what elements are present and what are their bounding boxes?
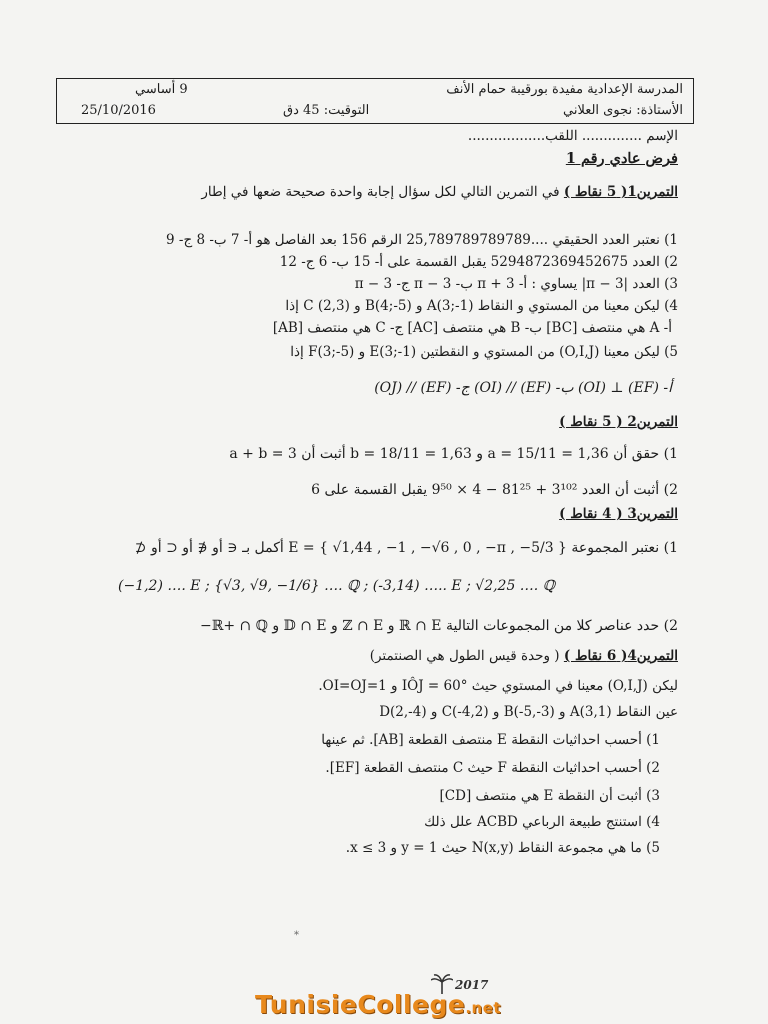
- ex1-question-1: 1) نعتبر العدد الحقيقي ....25,789789789789 الرقم 156 بعد الفاصل هو أ- 7 ب- 8 ج- 9: [166, 232, 678, 248]
- ex1-question-5-options: أ- (EF) ⊥ (OI) ب- (EF) // (OI) ج- (EF) // (OJ): [374, 380, 672, 396]
- ex2-question-1: 1) حقق أن a = 15/11 = 1,36 و b = 18/11 = 1,63 أثبت أن a + b = 3: [229, 446, 678, 462]
- watermark-logo: [255, 990, 501, 1019]
- ex4-line-1: ليكن (O,I,J) معينا في المستوي حيث IÔJ = 60° و OI=OJ=1.: [318, 678, 678, 694]
- ex3-question-2: 2) حدد عناصر كلا من المجموعات التالية ℝ ∩ E و ℤ ∩ E و 𝔻 ∩ E و ℝ+ ∩ ℚ−: [200, 618, 678, 634]
- exercise-4-unit: ( وحدة قيس الطول هي الصنتمتر): [369, 648, 560, 664]
- watermark-tld: .net: [465, 999, 502, 1017]
- ex4-question-1: 1) أحسب احداثيات النقطة E منتصف القطعة [AB]. ثم عينها: [321, 732, 660, 748]
- ex3-question-1: 1) نعتبر المجموعة E = { √1,44 , −1 , −√6 , 0 , −π , −5/3 } أكمل بـ ∈ أو ∉ أو ⊂ أو ⊄: [134, 540, 678, 556]
- ex1-question-2: 2) العدد 5294872369452675 يقبل القسمة على أ- 15 ب- 6 ج- 12: [279, 254, 678, 270]
- exercise-2-heading: التمرين2 ( 5 نقاط ): [559, 414, 678, 430]
- ex2-question-2: 2) أثبت أن العدد 3¹⁰² + 81²⁵ − 4 × 9⁵⁰ يقبل القسمة على 6: [311, 482, 678, 498]
- ex4-question-3: 3) أثبت أن النقطة E هي منتصف [CD]: [439, 788, 660, 804]
- ex1-question-5: 5) ليكن معينا (O,I,J) من المستوي و النقطتين (1-;E(3 و (5-;F(3 إذا: [290, 344, 678, 360]
- exercise-1-instruction: في التمرين التالي لكل سؤال إجابة واحدة صحيحة ضعها في إطار: [201, 184, 560, 200]
- site-watermark: [255, 978, 525, 1022]
- ex1-question-3: 3) العدد |3 − π| يساوي : أ- 3 + π ب- 3 − π ج- π − 3: [354, 276, 678, 292]
- exercise-3-heading: التمرين3 ( 4 نقاط ): [559, 506, 678, 522]
- exercise-4-intro: [370, 648, 678, 664]
- ex1-question-4: 4) ليكن معينا من المستوي و النقاط (1-;A(3 و (5-;B(4 و (2,3) C إذا: [285, 298, 678, 314]
- header-box: [56, 78, 694, 124]
- ex1-question-4-options: أ- A هي منتصف [BC] ب- B هي منتصف [AC] ج- C هي منتصف [AB]: [272, 320, 672, 336]
- ex4-question-4: 4) استنتج طبيعة الرباعي ACBD علل ذلك: [424, 814, 660, 830]
- stray-mark: *: [294, 930, 299, 941]
- watermark-brand: TunisieCollege: [255, 990, 466, 1019]
- class-level: 9 أساسي: [135, 82, 188, 97]
- ex3-question-1-line: (−1,2) …. E ; {√3, √9, −1/6} …. ℚ ; (-3,14) ….. E ; √2,25 …. ℚ: [118, 578, 555, 594]
- exam-date: 25/10/2016: [81, 103, 156, 118]
- ex4-question-5: 5) ما هي مجموعة النقاط (N(x,y حيث y = 1 و x ≤ 3.: [345, 840, 660, 856]
- exercise-4-heading: التمرين4( 6 نقاط ): [563, 648, 678, 664]
- ex4-question-2: 2) أحسب احداثيات النقطة F حيث C منتصف القطعة [EF].: [325, 760, 660, 776]
- teacher-name: الأستاذة: نجوى العلاني: [562, 103, 683, 118]
- exam-title: فرض عادي رقم 1: [565, 150, 678, 167]
- ex4-line-2: عين النقاط (A(3,1 و (B(-5,-3 و (C(-4,2 و (D(2,-4: [379, 704, 678, 720]
- school-name: المدرسة الإعدادية مفيدة بورقيبة حمام الأنف: [446, 82, 683, 97]
- exam-duration: التوقيت: 45 دق: [283, 103, 370, 118]
- student-name-line: الإسم .............. اللقب..................: [467, 128, 678, 144]
- watermark-year: 2017: [455, 978, 489, 992]
- exercise-1-intro: [201, 184, 678, 200]
- exercise-1-heading: التمرين1( 5 نقاط ): [563, 184, 678, 200]
